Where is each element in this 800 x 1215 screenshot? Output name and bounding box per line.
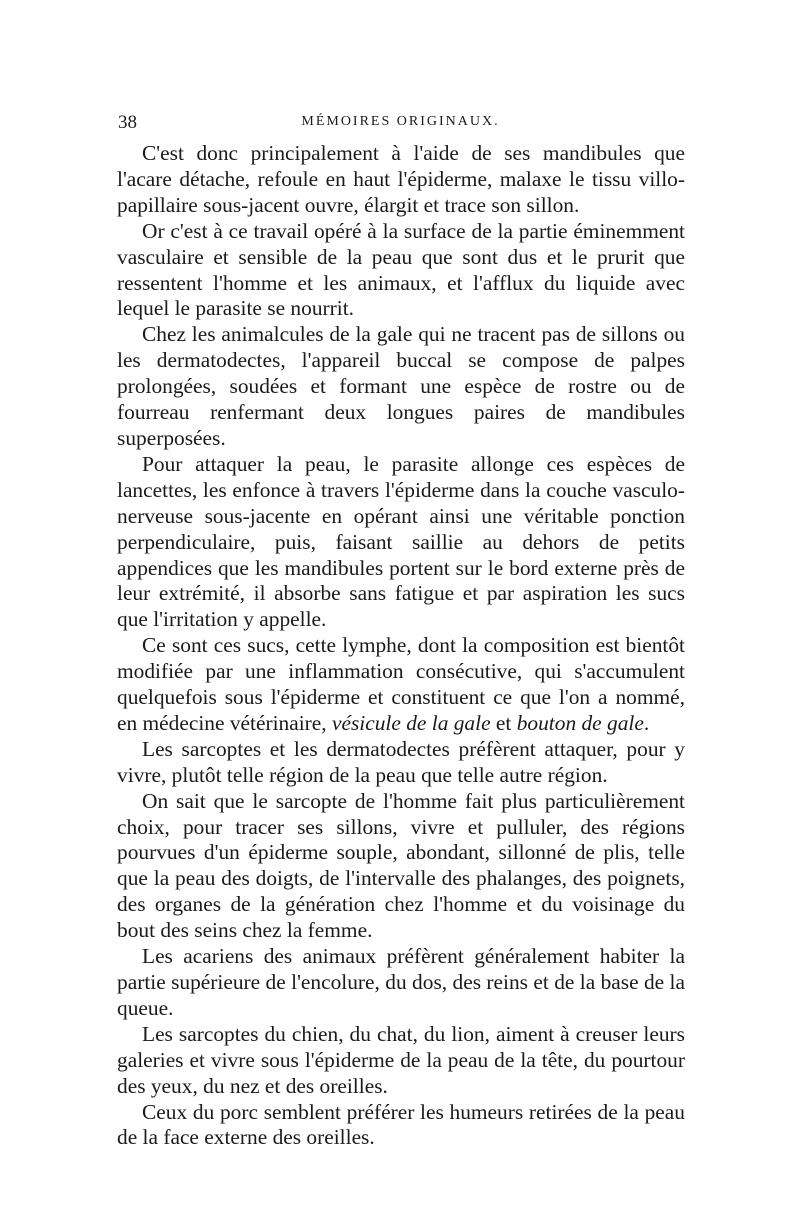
paragraph-sucs-conjunction: et (490, 710, 517, 735)
paragraph-sarcopte-homme: On sait que le sarcopte de l'homme fait plus particulièrement choix, pour tracer ses sillons, vivre et pulluler, des régions pourvues d'un épiderme souple, abondant, sillonné de plis, telle que la peau des doigts, de l'intervalle des phalanges, des poignets, des organes de la génération chez l'homme et du voisinage du bout des seins chez la femme. (117, 788, 685, 943)
paragraph-sucs-end: . (643, 710, 650, 735)
paragraph-regions: Les sarcoptes et les dermatodectes préfèrent attaquer, pour y vivre, plutôt telle région de la peau que telle autre région. (117, 736, 685, 787)
paragraph-sarcoptes-chien: Les sarcoptes du chien, du chat, du lion, aiment à creuser leurs galeries et vivre sous l'épiderme de la peau de la tête, du pourtour des yeux, du nez et des oreilles. (117, 1021, 685, 1098)
paragraph-porc: Ceux du porc semblent préférer les humeurs retirées de la peau de la face externe des oreilles. (117, 1099, 685, 1150)
term-bouton-de-gale: bouton de gale (516, 710, 644, 735)
paragraph-attaque: Pour attaquer la peau, le parasite allonge ces espèces de lancettes, les enfonce à travers l'épiderme dans la couche vasculo-nerveuse sous-jacente en opérant ainsi une véritable ponction perpendiculaire, puis, faisant saillie au dehors de petits appendices que les mandibules portent sur le bord externe près de leur extrémité, il absorbe sans fatigue et par aspiration les sucs que l'irritation y appelle. (117, 451, 685, 632)
paragraph-travail: Or c'est à ce travail opéré à la surface de la partie éminemment vasculaire et sensible de la peau que sont dus et le prurit que ressentent l'homme et les animaux, et l'afflux du liquide avec lequel le parasite se nourrit. (117, 218, 685, 321)
body-text (117, 141, 685, 1151)
paragraph-dermatodectes: Chez les animalcules de la gale qui ne tracent pas de sillons ou les dermatodectes, l'appareil buccal se compose de palpes prolongées, soudées et formant une espèce de rostre ou de fourreau renfermant deux longues paires de mandibules superposées. (117, 322, 685, 450)
paragraph-acariens-animaux: Les acariens des animaux préfèrent généralement habiter la partie supérieure de l'encolure, du dos, des reins et de la base de la queue. (117, 944, 685, 1020)
paragraph-sucs-text: Ce sont ces sucs, cette lymphe, dont la composition est bientôt modifiée par une inflammation consécutive, qui s'accumulent quelquefois sous l'épiderme et constituent ce que l'on a nommé, en médecine vétérinaire, (117, 633, 685, 735)
paragraph-sucs (117, 633, 685, 737)
page-number: 38 (118, 112, 137, 133)
paragraph-mandibules: C'est donc principalement à l'aide de ses mandibules que l'acare détache, refoule en haut l'épiderme, malaxe le tissu villo-papillaire sous-jacent ouvre, élargit et trace son sillon. (117, 141, 685, 217)
running-head: MÉMOIRES ORIGINAUX. (301, 114, 500, 129)
page-header (118, 112, 683, 136)
term-vesicule-de-la-gale: vésicule de la gale (331, 710, 491, 735)
